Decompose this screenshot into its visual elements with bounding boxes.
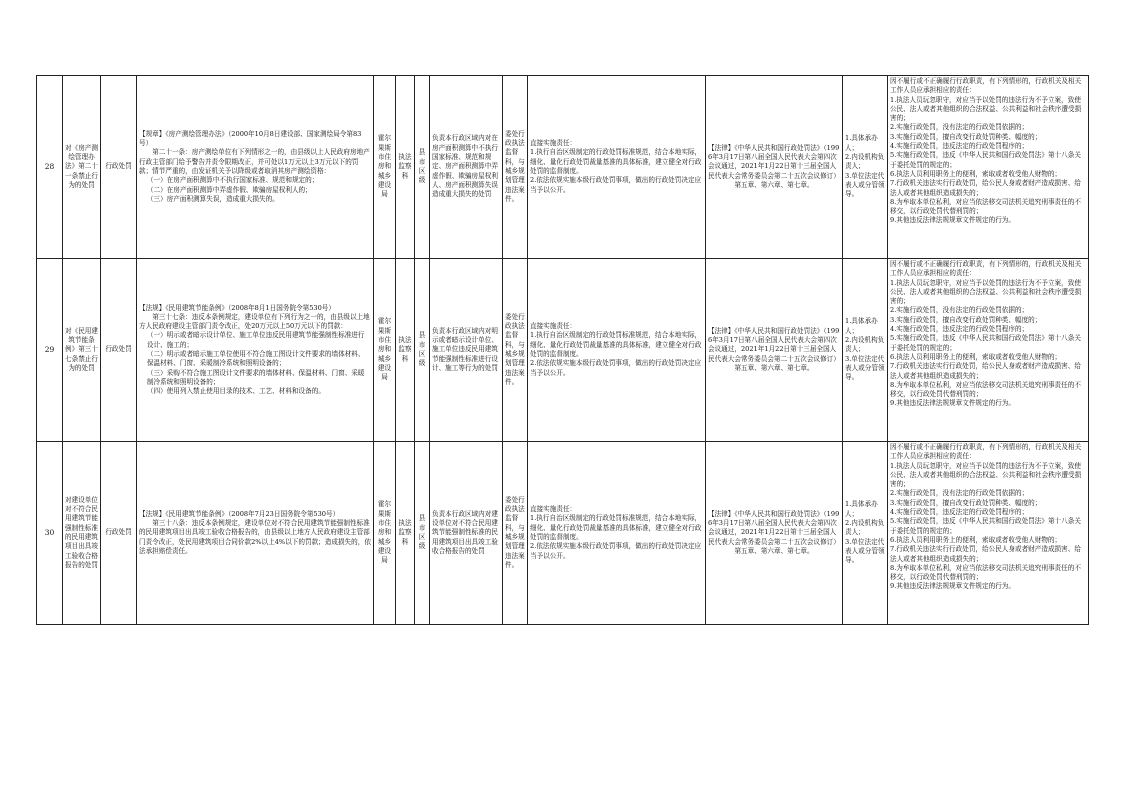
item-category-cell: 行政处罚 [101, 76, 137, 259]
duty-scope-cell: 负责本行政区域内对明示或者暗示设计单位、施工单位违反民用建筑节能强制性标准进行设计、施工等行为的处罚 [430, 259, 503, 442]
text-line: （二）在房产面积测算中弄虚作假、欺骗房屋权利人的； [146, 185, 312, 194]
text-line: 4.实施行政处罚，违反法定的行政处罚程序的； [890, 142, 1029, 151]
department-cell: 霍尔果斯市住房和城乡建设局 [374, 442, 396, 625]
row-number-cell: 30 [37, 442, 63, 625]
accountable-office-cell: 委处行政执法监督科，与城乡规划管理违法案件。 [503, 259, 528, 442]
text-line: 【法规】《民用建筑节能条例》（2008年7月23日国务院令第530号） [139, 509, 340, 518]
text-line: 3.实施行政处罚，擅自改变行政处罚种类、幅度的； [890, 132, 1042, 141]
text-line: 1.执行自治区级制定的行政处罚标准规范，结合本地实际，细化、量化行政处罚裁量基准的具体标准，建立健全对行政处罚的监督制度。 [530, 148, 702, 175]
duty-scope-cell: 负责本行政区域内对建设单位对不符合民用建筑节能强制性标准的民用建筑项目出具竣工验收合格报告的处罚 [430, 442, 503, 625]
accountability-cell [888, 76, 1089, 259]
text-line: （三）房产面积测算失误，造成重大损失的。 [146, 194, 279, 203]
text-line: 因不履行或不正确履行行政职责，有下列情形的，行政机关及相关工作人员应承担相应的责任： [890, 77, 1082, 95]
text-line: 直接实施责任： [530, 322, 577, 331]
text-line: 4.实施行政处罚，违反法定的行政处罚程序的； [890, 508, 1029, 517]
duty-law-cell [706, 259, 843, 442]
text-line: 3.实施行政处罚，擅自改变行政处罚种类、幅度的； [890, 315, 1042, 324]
level-cell: 县市区级 [415, 442, 430, 625]
accountability-cell [888, 259, 1089, 442]
text-line: 第三十八条：违反本条例规定，建设单位对不符合民用建筑节能强制性标准的民用建筑项目出具竣工验收合格报告的，由县级以上地方人民政府建设主管部门责令改正，处民用建筑项目合同价款2%以上4%以下的罚款；造成损失的，依法承担赔偿责任。 [139, 519, 371, 555]
text-line: 因不履行或不正确履行行政职责，有下列情形的，行政机关及相关工作人员应承担相应的责任： [890, 443, 1082, 461]
text-line: 直接实施责任： [530, 505, 577, 514]
text-line: 7.行政机关违法实行行政处罚，给公民人身或者财产造成损害、给法人或者其他组织造成损失的； [890, 179, 1081, 197]
text-line: 直接实施责任： [530, 139, 577, 148]
responsible-subject-cell: 1.具体承办人； 2.内设机构负责人； 3.单位法定代表人或分管领导。 [843, 76, 888, 259]
duty-items-cell [528, 442, 706, 625]
text-line: 1.执行自治区级制定的行政处罚标准规范，结合本地实际，细化、量化行政处罚裁量基准的具体标准，建立健全对行政处罚的监督制度。 [530, 331, 702, 358]
accountability-cell [888, 442, 1089, 625]
enforcement-unit-cell: 执法监察科 [396, 259, 415, 442]
table-row [37, 442, 1089, 625]
item-category-cell: 行政处罚 [101, 442, 137, 625]
table-row [37, 76, 1089, 259]
text-line: 2.实施行政处罚，没有法定的行政处罚依据的； [890, 489, 1029, 498]
enforcement-unit-cell: 执法监察科 [396, 76, 415, 259]
text-line: 8.为牟取本单位私利，对应当依法移交司法机关追究刑事责任的不移交，以行政处罚代替刑罚的； [890, 563, 1081, 582]
text-line: 9.其他违反法律法规规章文件规定的行为。 [890, 582, 1015, 591]
duty-law-cell [706, 76, 843, 259]
text-line: 5.实施行政处罚，违反《中华人民共和国行政处罚法》第十八条关于委托处罚的规定的； [890, 151, 1081, 169]
accountable-office-cell: 委处行政执法监督科，与城乡规划管理违法案件。 [503, 442, 528, 625]
responsibility-table [36, 75, 1089, 625]
duty-items-cell [528, 259, 706, 442]
text-line: 【法规】《民用建筑节能条例》（2008年8月1日国务院令第530号） [139, 303, 335, 312]
text-line: 7.行政机关违法实行行政处罚，给公民人身或者财产造成损害、给法人或者其他组织造成损失的； [890, 545, 1081, 563]
duty-law-cell [706, 442, 843, 625]
text-line: 1.执法人员玩忽职守，对应当予以处罚的违法行为不予立案，致使公民、法人或者其他组织的合法权益、公共利益和社会秩序遭受损害的； [890, 461, 1082, 489]
text-line: 第五章、第六章、第七章。 [734, 363, 814, 372]
text-line: （一）明示或者暗示设计单位、施工单位违反民用建筑节能强制性标准进行设计、施工的； [146, 331, 365, 349]
row-number-cell: 29 [37, 259, 63, 442]
text-line: 第五章、第六章、第七章。 [734, 546, 814, 555]
text-line: 8.为牟取本单位私利，对应当依法移交司法机关追究刑事责任的不移交，以行政处罚代替刑罚的； [890, 197, 1081, 216]
text-line: 5.实施行政处罚，违反《中华人民共和国行政处罚法》第十八条关于委托处罚的规定的； [890, 517, 1081, 535]
text-line: （一）在房产面积测算中不执行国家标准、规范和规定的； [146, 176, 319, 185]
text-line: 2.依法依规实施本级行政处罚事项，做出的行政处罚决定应当予以公开。 [530, 542, 702, 560]
text-line: （四）使用列入禁止使用目录的技术、工艺、材料和设备的。 [146, 387, 325, 396]
text-line: 6.执法人员利用职务上的便利，索取或者收受他人财物的； [890, 352, 1062, 361]
text-line: 第三十七条：违反本条例规定，建设单位有下列行为之一的，由县级以上地方人民政府建设主管部门责令改正，处20万元以上50万元以下的罚款： [139, 312, 370, 331]
item-name-cell: 对《民用建筑节能条例》第三十七条禁止行为的处罚 [63, 259, 101, 442]
legal-basis-cell [137, 76, 374, 259]
text-line: 2.实施行政处罚，没有法定的行政处罚依据的； [890, 123, 1029, 132]
duty-items-cell [528, 76, 706, 259]
text-line: （二）明示或者暗示施工单位使用不符合施工图设计文件要求的墙体材料、保温材料、门窗、采暖制冷系统和照明设备的； [146, 350, 365, 368]
legal-basis-cell [137, 442, 374, 625]
text-line: 2.依法依规实施本级行政处罚事项，做出的行政处罚决定应当予以公开。 [530, 176, 702, 194]
table-row [37, 259, 1089, 442]
responsible-subject-cell: 1.具体承办人； 2.内设机构负责人； 3.单位法定代表人或分管领导。 [843, 259, 888, 442]
department-cell: 霍尔果斯市住房和城乡建设局 [374, 259, 396, 442]
enforcement-unit-cell: 执法监察科 [396, 442, 415, 625]
level-cell: 县市区级 [415, 76, 430, 259]
legal-basis-cell [137, 259, 374, 442]
accountable-office-cell: 委处行政执法监督科，与城乡规划管理违法案件。 [503, 76, 528, 259]
text-line: 9.其他违反法律法规规章文件规定的行为。 [890, 399, 1015, 408]
text-line: 【法律】《中华人民共和国行政处罚法》（1996年3月17日第八届全国人民代表大会第四次会议通过，2021年1月22日第十三届全国人民代表大会常务委员会第二十五次会议修订） [708, 326, 840, 363]
text-line: 6.执法人员利用职务上的便利，索取或者收受他人财物的； [890, 169, 1062, 178]
department-cell: 霍尔果斯市住房和城乡建设局 [374, 76, 396, 259]
item-name-cell: 对《房产测绘管理办法》第二十一条禁止行为的处罚 [63, 76, 101, 259]
text-line: 因不履行或不正确履行行政职责，有下列情形的，行政机关及相关工作人员应承担相应的责任： [890, 260, 1082, 278]
table-body [37, 76, 1089, 625]
text-line: 【法律】《中华人民共和国行政处罚法》（1996年3月17日第八届全国人民代表大会第四次会议通过，2021年1月22日第十三届全国人民代表大会常务委员会第二十五次会议修订） [708, 509, 840, 546]
text-line: 5.实施行政处罚，违反《中华人民共和国行政处罚法》第十八条关于委托处罚的规定的； [890, 334, 1081, 352]
text-line: 8.为牟取本单位私利，对应当依法移交司法机关追究刑事责任的不移交，以行政处罚代替刑罚的； [890, 380, 1081, 399]
duty-scope-cell: 负责本行政区域内对在房产面积测算中不执行国家标准、规范和规定、房产面积测算中弄虚作假、欺骗房屋权利人、房产面积测算失误造成重大损失的处罚 [430, 76, 503, 259]
text-line: 第五章、第六章、第七章。 [734, 180, 814, 189]
text-line: 1.执行自治区级制定的行政处罚标准规范，结合本地实际，细化、量化行政处罚裁量基准的具体标准，建立健全对行政处罚的监督制度。 [530, 514, 702, 541]
level-cell: 县市区级 [415, 259, 430, 442]
responsible-subject-cell: 1.具体承办人； 2.内设机构负责人； 3.单位法定代表人或分管领导。 [843, 442, 888, 625]
text-line: （三）采购不符合施工图设计文件要求的墙体材料、保温材料、门窗、采暖制冷系统和照明设备的； [146, 368, 365, 386]
text-line: 1.执法人员玩忽职守，对应当予以处罚的违法行为不予立案，致使公民、法人或者其他组织的合法权益、公共利益和社会秩序遭受损害的； [890, 278, 1082, 306]
item-category-cell: 行政处罚 [101, 259, 137, 442]
text-line: 7.行政机关违法实行行政处罚，给公民人身或者财产造成损害、给法人或者其他组织造成损失的； [890, 362, 1081, 380]
text-line: 2.实施行政处罚，没有法定的行政处罚依据的； [890, 306, 1029, 315]
text-line: 3.实施行政处罚，擅自改变行政处罚种类、幅度的； [890, 498, 1042, 507]
item-name-cell: 对建设单位对不符合民用建筑节能强制性标准的民用建筑项目出具竣工验收合格报告的处罚 [63, 442, 101, 625]
text-line: 第二十一条：房产测绘单位有下列情形之一的，由县级以上人民政府房地产行政主管部门给予警告并责令限期改正，并可处以1万元以上3万元以下的罚款；情节严重的，由发证机关予以降级或者取消其房产测绘资格： [139, 148, 370, 175]
text-line: 【规章】《房产测绘管理办法》（2000年10月8日建设部、国家测绘局令第83号） [139, 129, 362, 148]
text-line: 6.执法人员利用职务上的便利，索取或者收受他人财物的； [890, 535, 1062, 544]
row-number-cell: 28 [37, 76, 63, 259]
text-line: 2.依法依规实施本级行政处罚事项，做出的行政处罚决定应当予以公开。 [530, 359, 702, 377]
text-line: 1.执法人员玩忽职守，对应当予以处罚的违法行为不予立案，致使公民、法人或者其他组织的合法权益、公共利益和社会秩序遭受损害的； [890, 95, 1082, 123]
text-line: 【法律】《中华人民共和国行政处罚法》（1996年3月17日第八届全国人民代表大会第四次会议通过，2021年1月22日第十三届全国人民代表大会常务委员会第二十五次会议修订） [708, 143, 840, 180]
text-line: 9.其他违反法律法规规章文件规定的行为。 [890, 216, 1015, 225]
text-line: 4.实施行政处罚，违反法定的行政处罚程序的； [890, 325, 1029, 334]
